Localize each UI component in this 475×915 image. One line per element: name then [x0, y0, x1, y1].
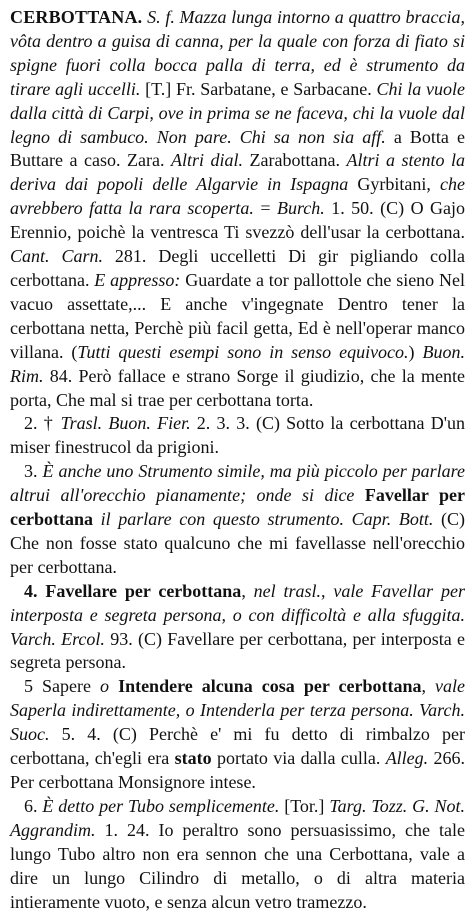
- italic-text: Burch.: [276, 198, 325, 219]
- body-text: ,: [321, 580, 334, 601]
- italic-text: È anche uno Strumento simile, ma più piccolo per parlare altrui all'orecchio pianamente; onde si dice: [10, 461, 466, 506]
- body-text: a Botta e Buttare a caso. Zara.: [10, 126, 465, 171]
- entry-paragraph-p3: [10, 460, 465, 580]
- headword: CERBOTTANA.: [10, 7, 143, 27]
- body-text: (C) Che non fosse stato qualcuno che mi favellasse nell'orecchio per cerbottana.: [10, 509, 465, 577]
- bold-phrase: Favellar per cerbottana: [10, 485, 466, 530]
- body-text: Guardate a tor pallottole che sieno Nel vacuo assettate,... E anche v'ingegnate Dentro tener la cerbottana netta, Perchè più facil getta, Ed è nell'operar manco villana. (: [10, 269, 465, 362]
- bold-phrase: stato: [174, 748, 212, 769]
- body-text: =: [253, 198, 277, 219]
- body-text: Zarabottana.: [243, 150, 347, 171]
- entry-paragraph-p6: [10, 795, 465, 915]
- body-text: ): [408, 341, 423, 362]
- italic-text: Targ. Tozz. G. Not. Aggrandim.: [10, 795, 466, 840]
- body-text: 1. 50. (C) O Gajo Erennio, poichè la ventresca Ti svezzò dell'usar la cerbottana.: [10, 198, 465, 243]
- dictionary-entry: [10, 6, 465, 914]
- italic-text: E appresso:: [94, 269, 181, 290]
- italic-text: Altri dial.: [170, 150, 243, 171]
- italic-text: vale Favellar per interposta e segreta persona, o con difficoltà e alla sfuggita. Varch. Ercol.: [10, 580, 465, 649]
- entry-paragraph-p4: [10, 580, 465, 676]
- italic-text: Cant. Carn.: [10, 246, 103, 267]
- body-text: [T.] Fr.: [140, 78, 201, 99]
- italic-text: o: [91, 676, 119, 697]
- body-text: , e Sarbacane.: [271, 78, 377, 99]
- body-text: 5 Sapere: [24, 676, 91, 697]
- body-text: ,: [241, 580, 254, 601]
- italic-text: che avrebbero fatta la rara scoperta.: [10, 174, 465, 219]
- body-text: Gyrbitani,: [348, 174, 441, 195]
- italic-text: S. f. Mazza lunga intorno a quattro braccia, vôta dentro a guisa di canna, per la quale con forza di fiato si spigne fuori colla bocca palla di terra, ed è strumento da tirare agli uccelli.: [10, 7, 465, 99]
- body-text: 2. 3. 3. (C) Sotto la cerbottana D'un miser finestrucol da prigioni.: [10, 413, 465, 458]
- entry-paragraph-p0: [10, 6, 465, 412]
- body-text: ,: [421, 676, 436, 697]
- body-text: 1. 24. Io peraltro sono persuasissimo, che tale lungo Tubo altro non era sennon che una Cerbottana, vale a dire un lungo Cilindro di metallo, o di altra materia intieramente vuoto, e senza alcun vetro tramezzo.: [10, 819, 465, 912]
- body-text: portato via dalla culla.: [211, 748, 386, 769]
- body-text: 5. 4. (C) Perchè e' mi fu detto di rimbalzo per cerbottana, ch'egli era: [10, 724, 465, 769]
- italic-text: Altri a stento la deriva dai popoli delle Algarvie in Ispagna: [10, 150, 466, 195]
- body-text: [Tor.]: [279, 795, 330, 816]
- body-text: 84. Però fallace e strano Sorge il giudizio, che la mente porta, Che mal si trae per cerbottana torta.: [10, 365, 465, 410]
- body-text: 2. †: [24, 413, 61, 434]
- italic-text: vale Saperla indirettamente, o Intenderla per terza persona. Varch. Suoc.: [10, 676, 465, 745]
- bold-phrase: Intendere alcuna cosa per cerbottana: [118, 676, 422, 697]
- italic-text: Tutti questi esempi sono in senso equivoco.: [77, 341, 409, 362]
- italic-text: il parlare con questo strumento. Capr. Bott.: [100, 509, 434, 530]
- body-text: 6.: [24, 795, 43, 816]
- entry-paragraph-p2: [10, 412, 465, 460]
- bold-phrase: 4. Favellare per cerbottana: [24, 580, 242, 601]
- body-text: Sarbatane: [200, 78, 272, 99]
- body-text: 3.: [24, 461, 43, 482]
- italic-text: Alleg.: [385, 748, 429, 769]
- body-text: 266. Per cerbottana Monsignore intese.: [10, 748, 466, 792]
- italic-text: Buon. Rim.: [10, 341, 465, 386]
- body-text: 281. Degli uccelletti Di gir pigliando colla cerbottana.: [10, 246, 465, 290]
- entry-paragraph-p5: [10, 675, 465, 795]
- italic-text: Trasl. Buon. Fier.: [60, 413, 191, 434]
- italic-text: nel trasl.: [253, 580, 321, 601]
- body-text: 93. (C) Favellare per cerbottana, per interposta e segreta persona.: [10, 628, 465, 673]
- italic-text: È detto per Tubo semplicemente.: [42, 795, 280, 816]
- italic-text: Chi la vuole dalla città di Carpi, ove in prima se ne faceva, chi la vuole dal legno di sambuco. Non pare. Chi sa non sia aff.: [10, 78, 465, 147]
